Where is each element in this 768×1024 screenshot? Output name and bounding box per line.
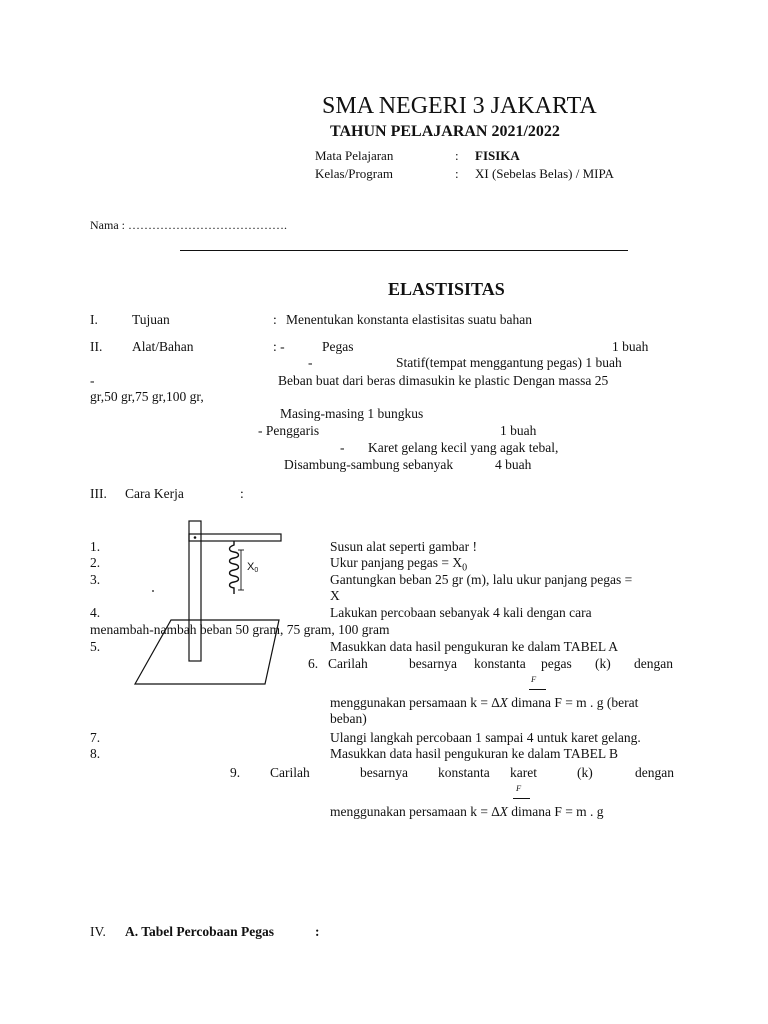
section4-label: A. Tabel Percobaan Pegas xyxy=(125,924,275,939)
stand-pole xyxy=(189,521,201,661)
name-line: Nama : …………………………………. xyxy=(90,218,287,232)
item-penggaris: - Penggaris xyxy=(258,423,320,438)
item-pegas: Pegas xyxy=(322,339,354,354)
section3-label: Cara Kerja xyxy=(125,486,184,501)
step9-word: karet xyxy=(510,765,537,780)
step6-word: besarnya xyxy=(409,656,457,671)
step9-eq-pre: menggunakan persamaan k = xyxy=(330,804,492,819)
section1-label: Tujuan xyxy=(132,312,170,327)
item-beban-dash: - xyxy=(90,373,95,388)
school-title: SMA NEGERI 3 JAKARTA xyxy=(322,93,597,119)
step5-text: Masukkan data hasil pengukuran ke dalam TABEL A xyxy=(330,639,618,654)
section1-separator: : xyxy=(273,312,277,327)
step3-number: 3. xyxy=(90,572,101,587)
step5-number: 5. xyxy=(90,639,101,654)
academic-year: TAHUN PELAJARAN 2021/2022 xyxy=(330,123,560,140)
section4-number: IV. xyxy=(90,924,106,939)
header-divider xyxy=(180,250,628,251)
apparatus-figure xyxy=(133,518,283,693)
step6-fraction-numerator: F xyxy=(531,674,537,684)
step3-text: Gantungkan beban 25 gr (m), lalu ukur panjang pegas = xyxy=(330,572,633,587)
step4-number: 4. xyxy=(90,605,101,620)
item-karet-line1: Karet gelang kecil yang agak tebal, xyxy=(368,440,559,455)
step9-word: (k) xyxy=(577,765,593,780)
step9-word: dengan xyxy=(635,765,674,780)
step1-text: Susun alat seperti gambar ! xyxy=(330,539,477,554)
class-value: XI (Sebelas Belas) / MIPA xyxy=(475,166,614,181)
page-title: ELASTISITAS xyxy=(388,279,505,299)
subject-separator: : xyxy=(455,148,459,163)
section2-label: Alat/Bahan xyxy=(132,339,194,354)
spring-length-label: X0 xyxy=(247,561,259,574)
step7-text: Ulangi langkah percobaan 1 sampai 4 untuk karet gelang. xyxy=(330,730,641,745)
class-label: Kelas/Program xyxy=(315,166,393,181)
section1-text: Menentukan konstanta elastisitas suatu bahan xyxy=(286,312,532,327)
subject-value: FISIKA xyxy=(475,148,520,163)
item-beban-line2: gr,50 gr,75 gr,100 gr, xyxy=(90,389,204,404)
step2-subscript: 0 xyxy=(462,562,468,574)
item-beban-line1: Beban buat dari beras dimasukin ke plastic Dengan massa 25 xyxy=(278,373,609,388)
step6-word: pegas xyxy=(541,656,572,671)
step9-eq-post: dimana F = m . g xyxy=(507,804,604,819)
step3-text-cont: X xyxy=(330,588,340,603)
step8-number: 8. xyxy=(90,746,101,761)
step9-fraction-numerator: F xyxy=(516,783,522,793)
step8-text: Masukkan data hasil pengukuran ke dalam TABEL B xyxy=(330,746,618,761)
step6-fraction-bar xyxy=(529,689,546,690)
step4-text: Lakukan percobaan sebanyak 4 kali dengan cara xyxy=(330,605,592,620)
stand-arm xyxy=(189,534,281,541)
step2-number: 2. xyxy=(90,555,101,570)
step6-word: Carilah xyxy=(328,656,368,671)
step4-text-cont: menambah-nambah beban 50 gram, 75 gram, 100 gram xyxy=(90,622,390,637)
section4-separator: : xyxy=(315,924,320,939)
item-statif: Statif(tempat menggantung pegas) 1 buah xyxy=(396,355,622,370)
section2-number: II. xyxy=(90,339,103,354)
step6-fraction-denominator: ∆X xyxy=(491,695,508,710)
item-pegas-qty: 1 buah xyxy=(612,339,649,354)
step9-equation xyxy=(330,804,604,820)
step6-equation xyxy=(330,695,638,711)
step9-word: Carilah xyxy=(270,765,310,780)
section3-number: III. xyxy=(90,486,107,501)
step7-number: 7. xyxy=(90,730,101,745)
subject-label: Mata Pelajaran xyxy=(315,148,394,163)
item-karet-line2: Disambung-sambung sebanyak xyxy=(284,457,454,472)
section2-separator: : - xyxy=(273,339,285,354)
item-penggaris-qty: 1 buah xyxy=(500,423,537,438)
step9-fraction-bar xyxy=(513,798,530,799)
step2-main: Ukur panjang pegas = X xyxy=(330,555,463,570)
section3-separator: : xyxy=(240,486,244,501)
section1-number: I. xyxy=(90,312,98,327)
item-statif-dash: - xyxy=(308,355,313,370)
item-karet-dash: - xyxy=(340,440,345,455)
item-karet-qty: 4 buah xyxy=(495,457,532,472)
stand-clamp xyxy=(194,536,197,539)
item-beban-line3: Masing-masing 1 bungkus xyxy=(280,406,424,421)
class-separator: : xyxy=(455,166,459,181)
step9-fraction-denominator: ∆X xyxy=(491,804,508,819)
step6-word: (k) xyxy=(595,656,611,671)
figure-dot xyxy=(152,590,154,592)
step1-number: 1. xyxy=(90,539,101,554)
step6-number: 6. xyxy=(308,656,319,671)
step6-word: dengan xyxy=(634,656,673,671)
step6-eq-pre: menggunakan persamaan k = xyxy=(330,695,492,710)
step6-word: konstanta xyxy=(474,656,526,671)
step6-eq-post: dimana F = m . g (berat xyxy=(507,695,639,710)
spring-coil xyxy=(230,541,239,594)
step9-word: besarnya xyxy=(360,765,408,780)
step9-word: konstanta xyxy=(438,765,490,780)
step6-equation-cont: beban) xyxy=(330,711,367,726)
step9-number: 9. xyxy=(230,765,241,780)
